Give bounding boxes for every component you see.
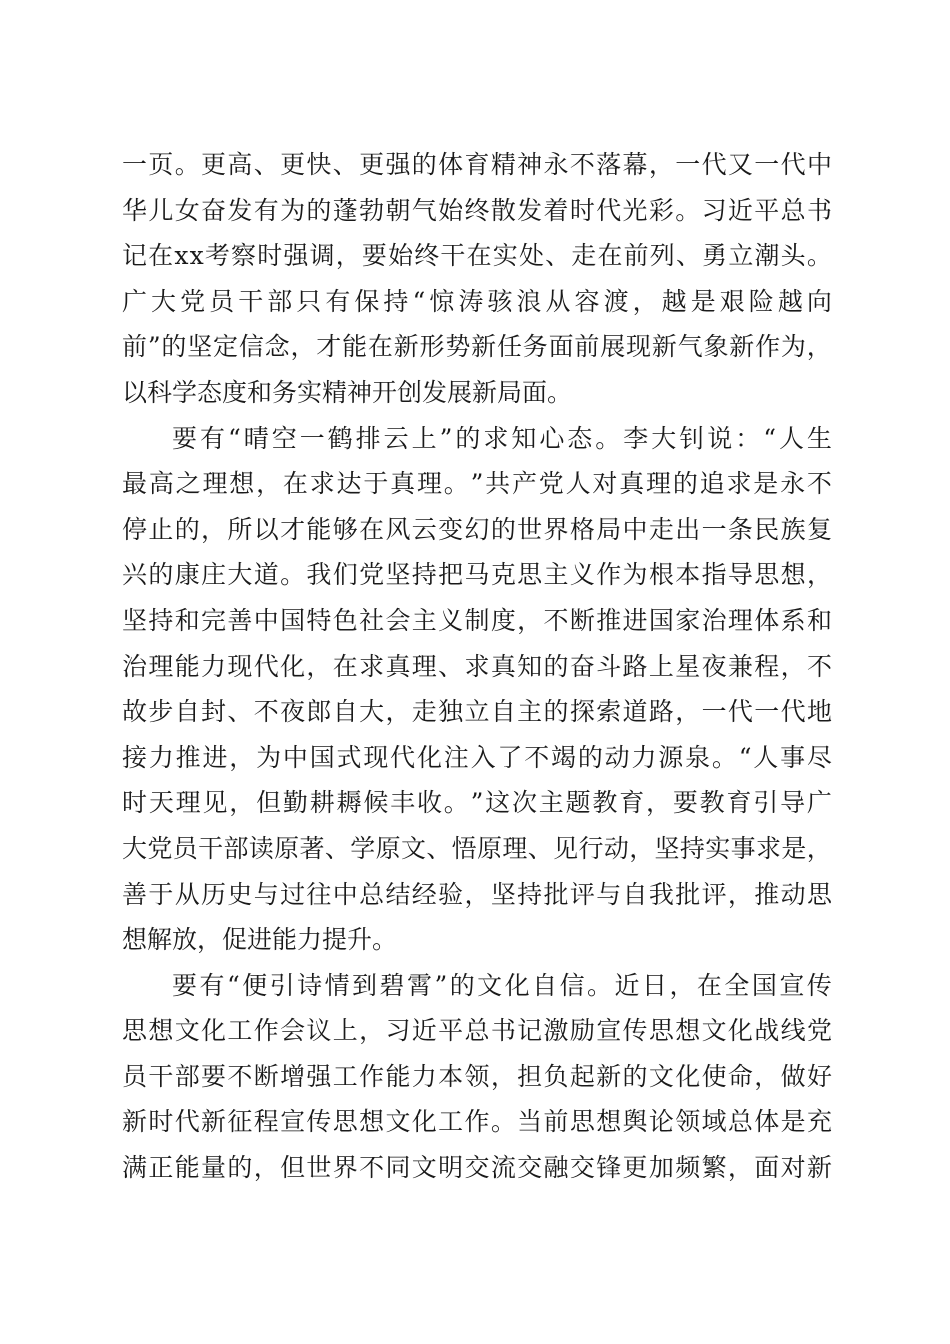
text-line: 一 页 。 更 高 、 更 快 、 更 强 的 体 育 精 神 永 不 落 幕 ， 一 代 又 一 代 中 (122, 150, 832, 179)
text-line: 以科学态度和务实精神开创发展新局面。 (122, 377, 573, 407)
text-line: 最 高 之 理 想 ， 在 求 达 于 真 理 。 ” 共 产 党 人 对 真 理 的 追 求 是 永 不 (122, 469, 832, 499)
body-text (122, 142, 832, 1191)
text-line: 治 理 能 力 现 代 化 ， 在 求 真 理 、 求 真 知 的 奋 斗 路 上 星 夜 兼 程 ， 不 (122, 651, 832, 681)
text-line: 时 天 理 见 ， 但 勤 耕 耨 候 丰 收 。 ” 这 次 主 题 教 育 ， 要 教 育 引 导 广 (122, 788, 832, 818)
text-line: 广 大 党 员 干 部 只 有 保 持 “ 惊 涛 骇 浪 从 容 渡 ， 越 是 艰 险 越 向 (122, 286, 832, 316)
text-line: 华 儿 女 奋 发 有 为 的 蓬 勃 朝 气 始 终 散 发 着 时 代 光 彩 。 习 近 平 总 书 (122, 195, 832, 225)
text-line: 满 正 能 量 的 ， 但 世 界 不 同 文 明 交 流 交 融 交 锋 更 加 频 繁 ， 面 对 新 (122, 1153, 832, 1183)
text-line: 思 想 文 化 工 作 会 议 上 ， 习 近 平 总 书 记 激 励 宣 传 思 想 文 化 战 线 党 (122, 1016, 832, 1046)
text-line: 善 于 从 历 史 与 过 往 中 总 结 经 验 ， 坚 持 批 评 与 自 我 批 评 ， 推 动 思 (122, 879, 832, 909)
text-line: 大 党 员 干 部 读 原 著 、 学 原 文 、 悟 原 理 、 见 行 动 ， 坚 持 实 事 求 是 ， (122, 833, 832, 863)
text-line: 新 时 代 新 征 程 宣 传 思 想 文 化 工 作 。 当 前 思 想 舆 论 领 域 总 体 是 充 (122, 1107, 832, 1137)
text-line: 员 干 部 要 不 断 增 强 工 作 能 力 本 领 ， 担 负 起 新 的 文 化 使 命 ， 做 好 (122, 1061, 832, 1091)
text-line: 前 ” 的 坚 定 信 念 ， 才 能 在 新 形 势 新 任 务 面 前 展 现 新 气 象 新 作 为 ， (122, 332, 832, 362)
text-line: 停 止 的 ， 所 以 才 能 够 在 风 云 变 幻 的 世 界 格 局 中 走 出 一 条 民 族 复 (122, 514, 832, 544)
text-line: 记 在 x x 考 察 时 强 调 ， 要 始 终 干 在 实 处 、 走 在 前 列 、 勇 立 潮 头 。 (122, 241, 832, 271)
text-line: 要 有 “ 晴 空 一 鹤 排 云 上 ” 的 求 知 心 态 。 李 大 钊 说 ： “ 人 生 (172, 423, 832, 453)
text-line: 接 力 推 进 ， 为 中 国 式 现 代 化 注 入 了 不 竭 的 动 力 源 泉 。 “ 人 事 尽 (122, 742, 832, 772)
text-line: 想解放，促进能力提升。 (122, 925, 398, 955)
text-line: 故 步 自 封 、 不 夜 郎 自 大 ， 走 独 立 自 主 的 探 索 道 路 ， 一 代 一 代 地 (122, 697, 832, 727)
text-line: 坚 持 和 完 善 中 国 特 色 社 会 主 义 制 度 ， 不 断 推 进 国 家 治 理 体 系 和 (122, 605, 832, 635)
text-line: 兴 的 康 庄 大 道 。 我 们 党 坚 持 把 马 克 思 主 义 作 为 根 本 指 导 思 想 ， (122, 560, 832, 590)
text-line: 要 有 “ 便 引 诗 情 到 碧 霄 ” 的 文 化 自 信 。 近 日 ， 在 全 国 宣 传 (172, 970, 832, 1000)
